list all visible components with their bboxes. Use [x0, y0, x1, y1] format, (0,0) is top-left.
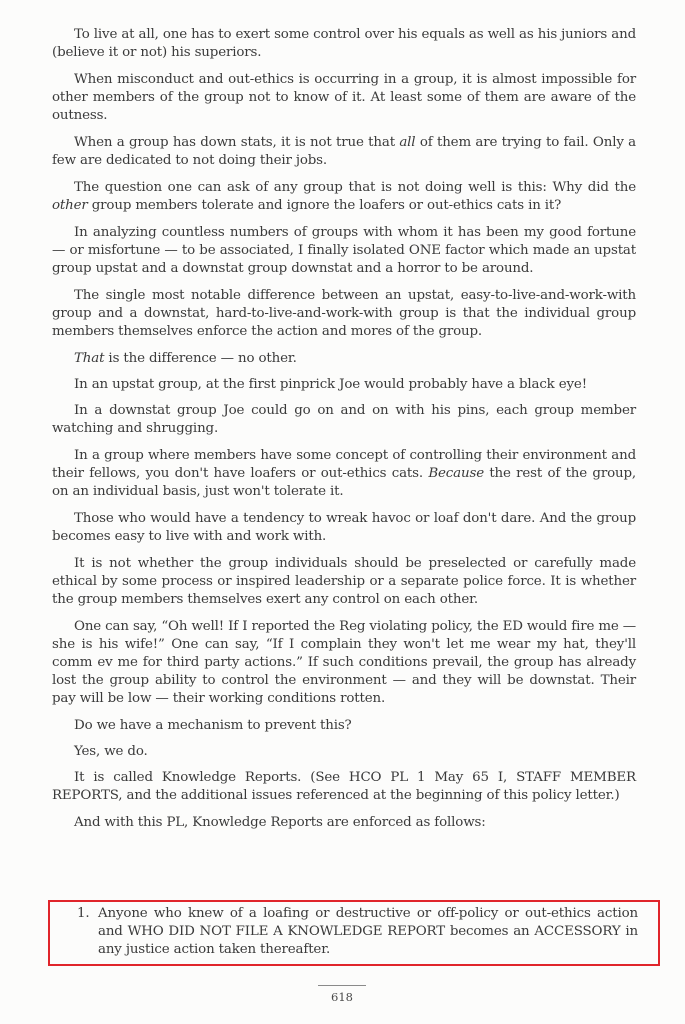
paragraph: Those who would have a tendency to wreak havoc or loaf don't dare. And the group becomes easy to live with and work with.	[52, 511, 636, 544]
paragraph: The single most notable difference between an upstat, easy-to-live-and-work-with group and a downstat, hard-to-live-and-work-with group is that the individual group members themselves enforce the action and mores of the group.	[52, 288, 636, 339]
paragraph: It is not whether the group individuals should be preselected or carefully made ethical by some process or inspired leadership or a separate police force. It is whether the group members themselves exert any control on each other.	[52, 556, 636, 607]
body-text	[52, 26, 636, 841]
paragraph-text: When a group has down stats, it is not true that	[74, 135, 400, 150]
paragraph: One can say, “Oh well! If I reported the Reg violating policy, the ED would fire me — she is his wife!” One can say, “If I complain they won't let me wear my hat, they'll comm ev me for third party actions.” If such conditions prevail, the group has already lost the group ability to control the environment — and they will be downstat. Their pay will be low — their working conditions rotten.	[52, 619, 636, 706]
footer-divider	[318, 985, 366, 986]
paragraph	[52, 350, 636, 368]
paragraph-text: the rest of the group, on an individual basis, just won't tolerate it.	[52, 466, 636, 499]
page-number: 618	[331, 990, 353, 1004]
emphasis: other	[52, 198, 88, 213]
paragraph: In a downstat group Joe could go on and on with his pins, each group member watching and shrugging.	[52, 403, 636, 436]
paragraph: Yes, we do.	[74, 744, 148, 759]
paragraph: When misconduct and out-ethics is occurring in a group, it is almost impossible for other members of the group not to know of it. At least some of them are aware of the outness.	[52, 72, 636, 123]
paragraph-text: The question one can ask of any group that is not doing well is this: Why did the	[74, 180, 636, 195]
paragraph: And with this PL, Knowledge Reports are enforced as follows:	[74, 815, 486, 830]
paragraph: In an upstat group, at the first pinprick Joe would probably have a black eye!	[74, 377, 587, 392]
paragraph	[52, 134, 636, 170]
emphasis: That	[74, 351, 105, 366]
paragraph-text: is the difference — no other.	[104, 351, 297, 366]
paragraph: To live at all, one has to exert some control over his equals as well as his juniors and (believe it or not) his superiors.	[52, 27, 636, 60]
paragraph: In analyzing countless numbers of groups with whom it has been my good fortune — or misfortune — to be associated, I finally isolated ONE factor which made an upstat group upstat and a downstat group downstat and a horror to be around.	[52, 225, 636, 276]
emphasis: all	[399, 135, 416, 150]
paragraph: Do we have a mechanism to prevent this?	[74, 718, 352, 733]
list-item	[78, 905, 638, 959]
list-item-number: 1.	[77, 906, 90, 921]
paragraph	[52, 179, 636, 215]
paragraph-text: In a group where members have some concept of controlling their environment and their fellows, you don't have loafers or out-ethics cats.	[52, 448, 636, 481]
paragraph-text: group members tolerate and ignore the loafers or out-ethics cats in it?	[87, 198, 562, 213]
paragraph: It is called Knowledge Reports. (See HCO PL 1 May 65 I, STAFF MEMBER REPORTS, and the additional issues referenced at the beginning of this policy letter.)	[52, 770, 636, 803]
list-item-text: Anyone who knew of a loafing or destructive or off-policy or out-ethics action and WHO DID NOT FILE A KNOWLEDGE REPORT becomes an ACCESSORY in any justice action taken thereafter.	[98, 906, 638, 957]
paragraph-text: of them are trying to fail. Only a few are dedicated to not doing their jobs.	[52, 135, 636, 168]
paragraph	[52, 447, 636, 501]
emphasis: Because	[428, 466, 484, 481]
